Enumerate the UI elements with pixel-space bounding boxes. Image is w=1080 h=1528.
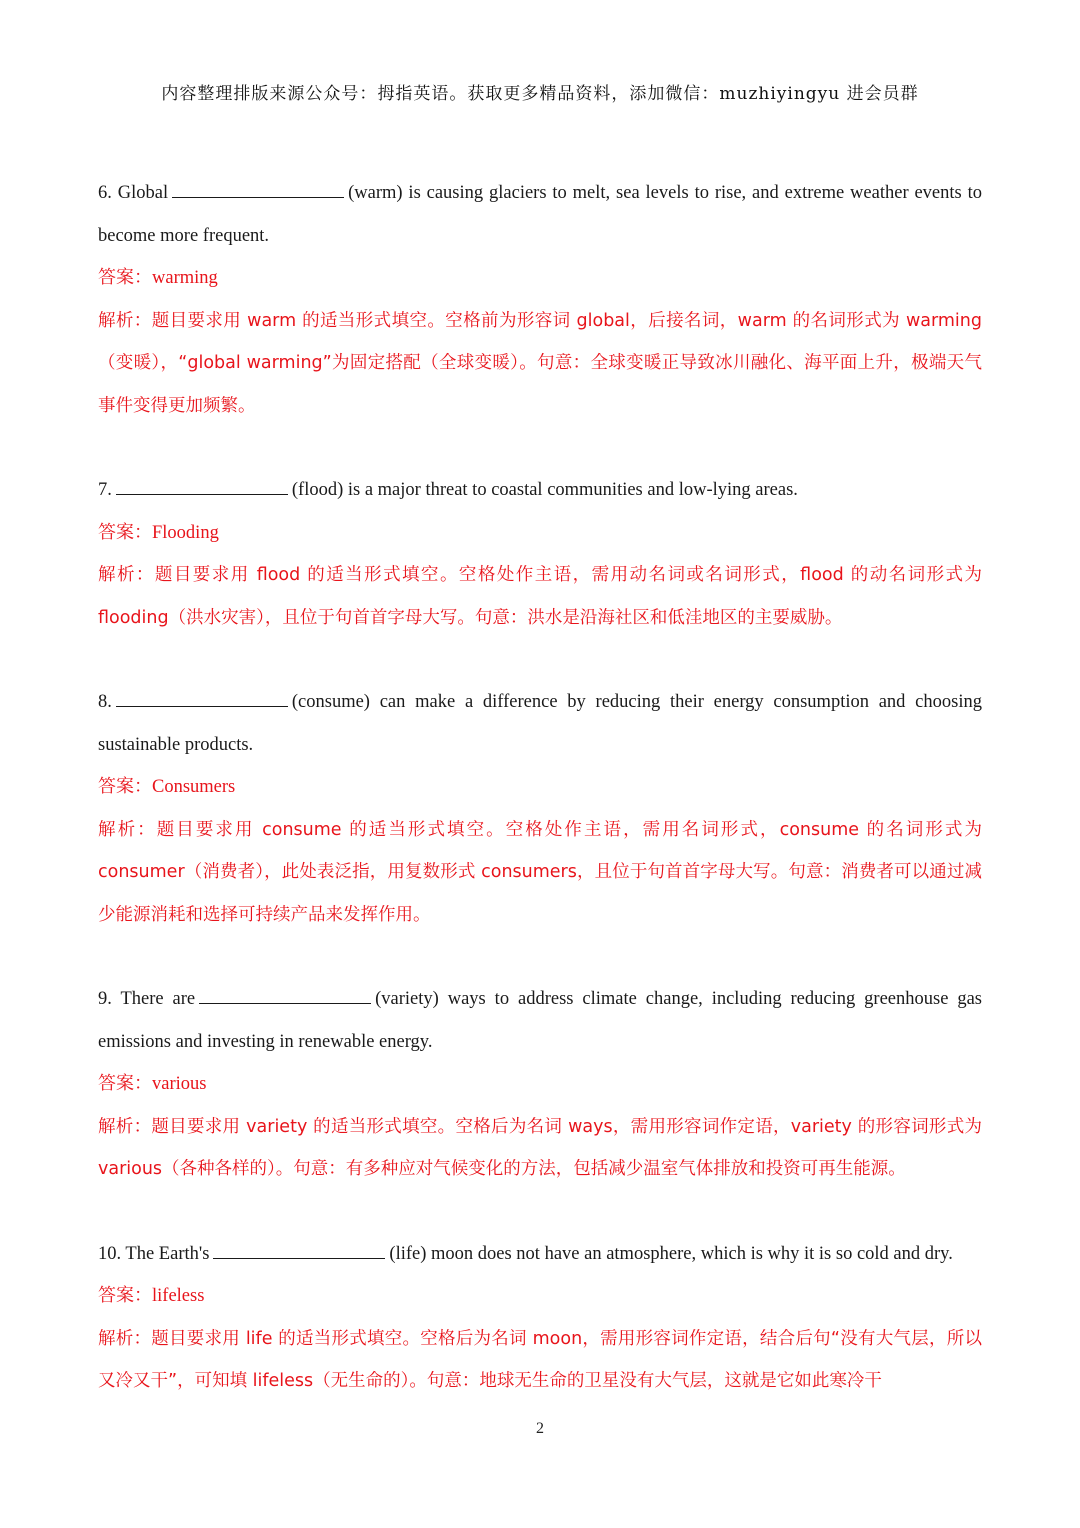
answer-line (98, 766, 982, 809)
answer-value: Consumers (152, 777, 236, 797)
page-number: 2 (536, 1420, 544, 1437)
answer-label: 答案： (98, 1285, 152, 1306)
answer-value: warming (152, 268, 218, 288)
question-rest: (life) moon does not have an atmosphere, which is why it is so cold and dry. (389, 1243, 953, 1264)
question-rest: (variety) ways to address climate change, including reducing greenhouse gas emissions and investing in renewable energy. (98, 989, 982, 1052)
question-number: 8. (98, 692, 112, 712)
question-text (98, 469, 982, 512)
answer-line (98, 257, 982, 300)
question-number: 10. The Earth's (98, 1243, 210, 1264)
page-header: 内容整理排版来源公众号：拇指英语。获取更多精品资料，添加微信：muzhiyingyu 进会员群 (161, 84, 919, 104)
exercise-list (98, 172, 982, 1445)
answer-label: 答案： (98, 521, 152, 543)
question-rest: (flood) is a major threat to coastal communities and low-lying areas. (291, 480, 798, 500)
question-number: 6. Global (98, 183, 169, 203)
explanation: 解析：题目要求用 variety 的适当形式填空。空格后为名词 ways，需用形容词作定语，variety 的形容词形式为 various（各种各样的）。句意：有多种应对气候变化的方法，包括减少温室气体排放和投资可再生能源。 (98, 1116, 982, 1179)
explanation: 解析：题目要求用 flood 的适当形式填空。空格处作主语，需用动名词或名词形式，flood 的动名词形式为 flooding（洪水灾害），且位于句首首字母大写。句意：洪水是沿海社区和低洼地区的主要威胁。 (98, 565, 982, 628)
answer-line (98, 1275, 982, 1318)
answer-label: 答案： (98, 776, 152, 797)
question-number: 7. (98, 480, 112, 500)
question-text (98, 681, 982, 766)
question-text (98, 1233, 982, 1276)
question-text (98, 978, 982, 1063)
answer-value: Flooding (152, 522, 219, 543)
answer-blank (172, 179, 344, 198)
explanation: 解析：题目要求用 life 的适当形式填空。空格后为名词 moon，需用形容词作定语，结合后句“没有大气层，所以又冷又干”，可知填 lifeless（无生命的）。句意：地球无生命的卫星没有大气层，这就是它如此寒冷干 (98, 1328, 982, 1391)
question-text (98, 172, 982, 257)
exercise-item-10 (98, 1233, 982, 1403)
explanation: 解析：题目要求用 consume 的适当形式填空。空格处作主语，需用名词形式，consume 的名词形式为 consumer（消费者），此处表泛指，用复数形式 consumers，且位于句首首字母大写。句意：消费者可以通过减少能源消耗和选择可持续产品来发挥作用。 (98, 819, 982, 925)
question-rest: (warm) is causing glaciers to melt, sea levels to rise, and extreme weather events to become more frequent. (98, 183, 982, 246)
answer-blank (116, 476, 288, 495)
exercise-item-6 (98, 172, 982, 427)
answer-label: 答案： (98, 267, 152, 288)
question-rest: (consume) can make a difference by reducing their energy consumption and choosing sustainable products. (98, 692, 982, 755)
answer-label: 答案： (98, 1073, 152, 1094)
exercise-item-9 (98, 978, 982, 1191)
exercise-item-7 (98, 469, 982, 639)
answer-line (98, 1063, 982, 1106)
exercise-item-8 (98, 681, 982, 936)
answer-line (98, 512, 982, 555)
answer-blank (213, 1240, 385, 1259)
answer-value: lifeless (152, 1286, 205, 1306)
answer-blank (116, 688, 288, 707)
answer-blank (199, 985, 371, 1004)
answer-value: various (152, 1074, 207, 1094)
question-number: 9. There are (98, 989, 196, 1009)
explanation: 解析：题目要求用 warm 的适当形式填空。空格前为形容词 global，后接名词，warm 的名词形式为 warming（变暖），“global warming”为固定搭配（全球变暖）。句意：全球变暖正导致冰川融化、海平面上升，极端天气事件变得更加频繁。 (98, 310, 982, 416)
